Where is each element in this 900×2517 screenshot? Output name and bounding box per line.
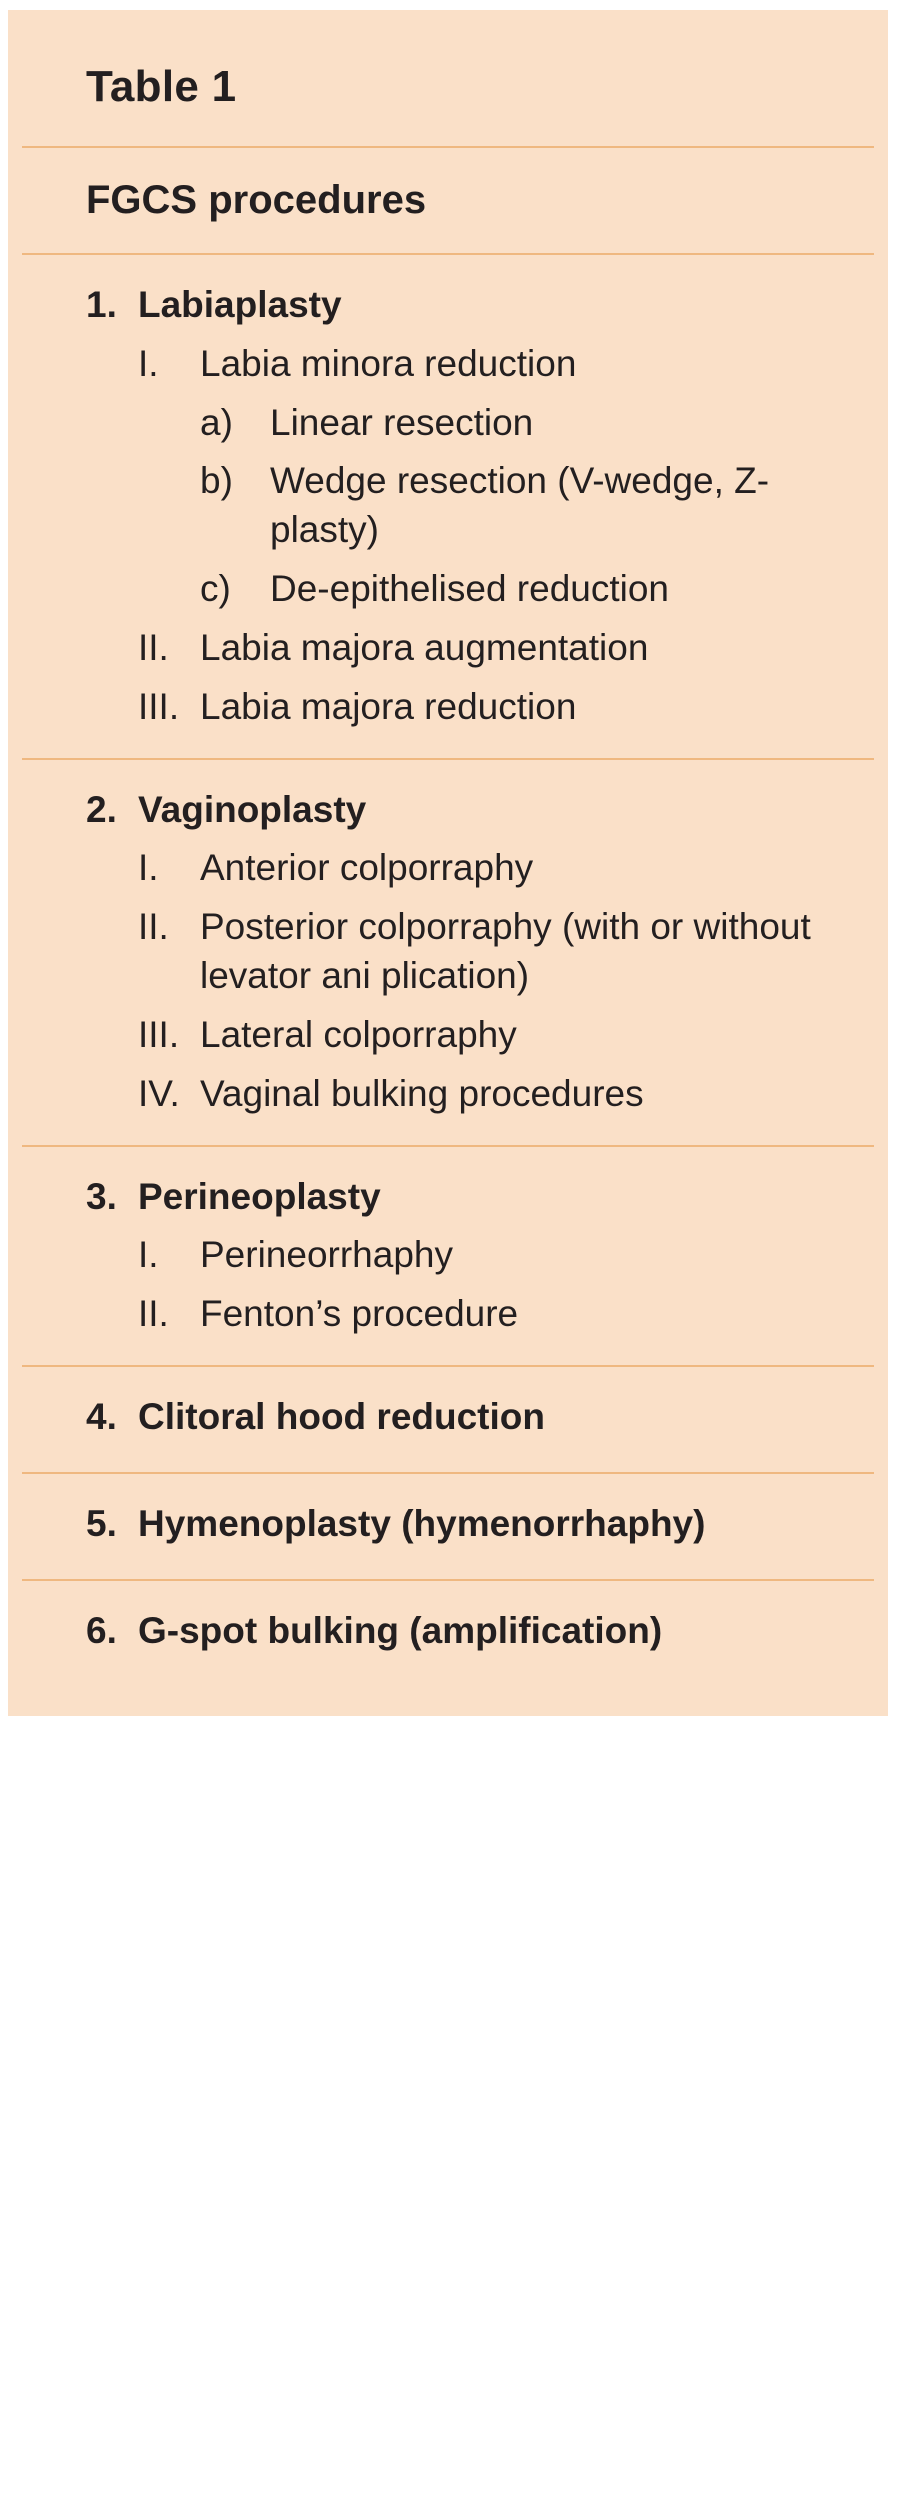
section-heading: [86, 1607, 858, 1656]
list-item: [86, 1231, 858, 1280]
table-section: [8, 1367, 888, 1472]
section-heading: [86, 1173, 858, 1222]
section-number: 1.: [86, 284, 117, 325]
list-item: [86, 624, 858, 673]
list-item-label: Anterior colporraphy: [200, 847, 534, 889]
list-item-marker: II.: [138, 1293, 169, 1335]
list-item: [86, 903, 858, 1001]
list-item-marker: IV.: [138, 1072, 180, 1114]
list-item: [86, 1290, 858, 1339]
list-item-label: Labia majora augmentation: [200, 626, 649, 668]
list-item-marker: II.: [138, 906, 169, 948]
section-number: 5.: [86, 1502, 117, 1544]
list-item: [86, 399, 858, 448]
section-heading: [86, 1500, 858, 1549]
section-title: Hymenoplasty (hymenorrhaphy): [138, 1502, 706, 1544]
table-section: [8, 255, 888, 758]
list-item-marker: c): [200, 568, 231, 610]
list-item: [86, 683, 858, 732]
list-item-marker: I.: [138, 847, 159, 889]
list-item-marker: II.: [138, 626, 169, 668]
list-item-marker: I.: [138, 1234, 159, 1276]
list-item-label: Lateral colporraphy: [200, 1013, 517, 1055]
list-item: [86, 844, 858, 893]
section-number: 2.: [86, 788, 117, 830]
list-item: [86, 457, 858, 555]
list-item-marker: I.: [138, 342, 159, 384]
list-item-label: Labia majora reduction: [200, 685, 577, 727]
list-item-marker: III.: [138, 1013, 180, 1055]
section-title: Vaginoplasty: [138, 788, 367, 830]
section-number: 6.: [86, 1609, 117, 1651]
section-title: Perineoplasty: [138, 1175, 381, 1217]
list-item-label: Posterior colporraphy (with or without levator ani plication): [200, 906, 811, 997]
list-item-label: Labia minora reduction: [200, 342, 577, 384]
list-item: [86, 340, 858, 389]
section-title: G-spot bulking (amplification): [138, 1609, 663, 1651]
list-item-label: Vaginal bulking procedures: [200, 1072, 644, 1114]
list-item-label: De-epithelised reduction: [270, 568, 670, 610]
list-item-marker: b): [200, 460, 233, 502]
table-label: Table 1: [86, 62, 237, 111]
section-title: Clitoral hood reduction: [138, 1396, 545, 1438]
list-item: [86, 565, 858, 614]
table-section: [8, 1474, 888, 1579]
list-item: [86, 1011, 858, 1060]
list-item-label: Linear resection: [270, 401, 534, 443]
table-section: [8, 1147, 888, 1365]
list-item-label: Wedge resection (V-wedge, Z-plasty): [270, 460, 770, 551]
table-section: [8, 760, 888, 1145]
section-heading: [86, 786, 858, 835]
list-item: [86, 1070, 858, 1119]
section-number: 4.: [86, 1396, 117, 1438]
section-number: 3.: [86, 1175, 117, 1217]
list-item-marker: III.: [138, 685, 180, 727]
section-heading: [86, 281, 858, 330]
table-section: [8, 1581, 888, 1686]
table-title: FGCS procedures: [86, 178, 427, 222]
table-card: [8, 10, 888, 1716]
section-title: Labiaplasty: [138, 284, 342, 325]
section-heading: [86, 1393, 858, 1442]
list-item-label: Perineorrhaphy: [200, 1234, 453, 1276]
list-item-marker: a): [200, 401, 233, 443]
list-item-label: Fenton’s procedure: [200, 1293, 519, 1335]
